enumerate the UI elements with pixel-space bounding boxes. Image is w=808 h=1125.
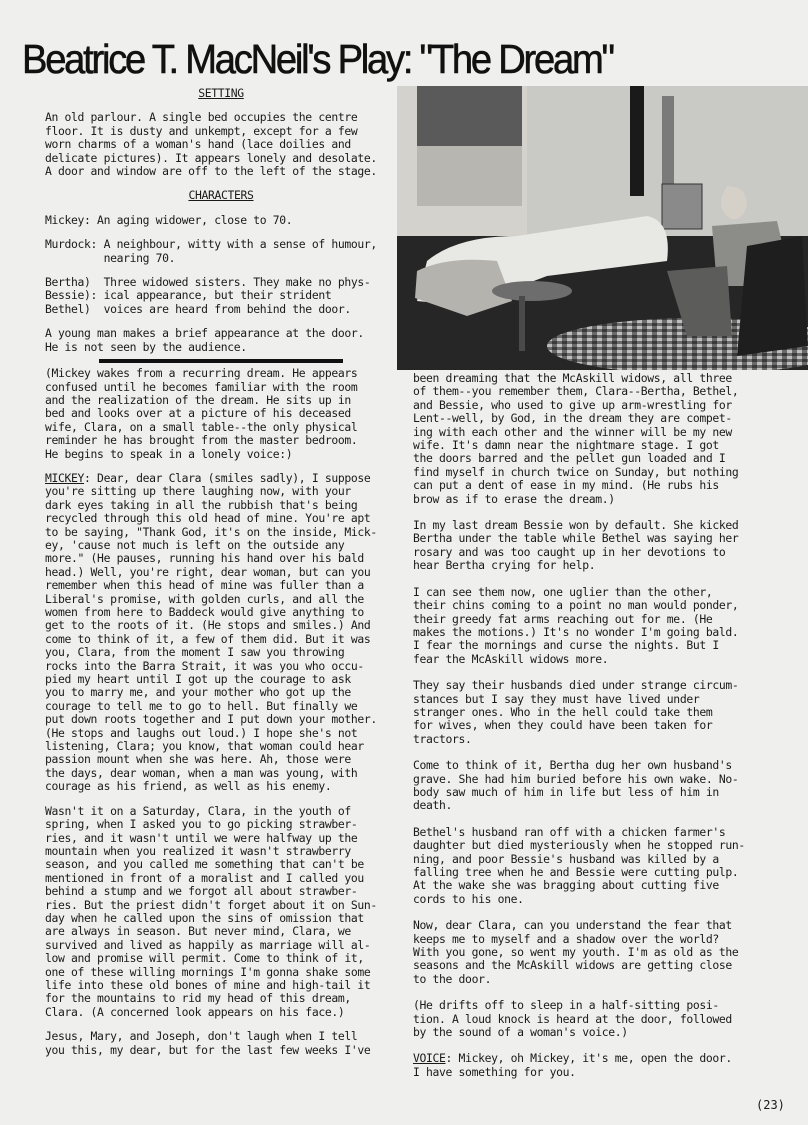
mickey-speech [45, 472, 397, 794]
stage-direction-opening: (Mickey wakes from a recurring dream. He appears confused until he becomes familiar with the room and the realization of the dream. He sits up in bed and looks over at a picture of his deceased wife, Clara, on a small table--the only physical reminder he has brought from the master bedroom. He begins to speak in a lonely voice:) [45, 366, 358, 461]
paragraph-bertha: Come to think of it, Bertha dug her own husband's grave. She had him buried before his own wake. No- body saw much of him in life but less of him in death. [413, 758, 739, 813]
paragraph-dreaming: been dreaming that the McAskill widows, all three of them--you remember them, Clara--Bertha, Bethel, and Bessie, who used to give up arm-wrestling for Lent--well, by God, in the dream they are compet- ing with each other and the winner will be my new wife. It's damn near the nightmare stage. I got the doors barred and the pellet gun loaded and I find myself in church twice on Sunday, but nothing can put a dent of ease in my mind. (He rubs his brow as if to erase the dream.) [413, 371, 739, 506]
article-title: Beatrice T. MacNeil's Play: "The Dream" [22, 36, 613, 82]
right-column [413, 372, 803, 1079]
paragraph-saturday: Wasn't it on a Saturday, Clara, in the youth of spring, when I asked you to go picking strawber- ries, and it wasn't until we were halfway up the mountain when you realized it wasn't strawberry season, and you called me something that can't be mentioned in front of a moralist and I called you behind a stump and we forgot all about strawber- ries. But the priest didn't forget about it on Sun- day when he called upon the sins of omission that are always in season. But never mind, Clara, we survived and lived as happily as marriage will al- low and promise will permit. Come to think of it, one of these willing mornings I'm gonna shake some life into these old bones of mine and high-tail it for the mountains to rid my head of this dream, Clara. (A concerned look appears on his face.) [45, 803, 377, 1019]
voice-line-text: : Mickey, oh Mickey, it's me, open the door. I have something for you. [413, 1051, 732, 1079]
paragraph-husbands: They say their husbands died under strange circum- stances but I say they must have lived under stranger ones. Who in the hell could take them for wives, when they could have been taken for tractors. [413, 678, 739, 746]
stage-photo-image [397, 86, 808, 370]
section-divider-rule [99, 359, 343, 363]
page-number: (23) [756, 1098, 785, 1112]
speaker-mickey: MICKEY [45, 470, 85, 485]
left-column [45, 87, 397, 1057]
paragraph-jesus: Jesus, Mary, and Joseph, don't laugh when I tell you this, my dear, but for the last few weeks I've [45, 1029, 371, 1057]
paragraph-see-them: I can see them now, one uglier than the other, their chins coming to a point no man would ponder, their greedy fat arms reaching out for me. (He makes the motions.) It's no wonder I'm going bald. I fear the mornings and curse the nights. But I fear the McAskill widows more. [413, 584, 739, 666]
stage-photo [397, 86, 808, 370]
voice-line [413, 1052, 803, 1079]
stage-direction-knock: (He drifts off to sleep in a half-sitting posi- tion. A loud knock is heard at the door, followed by the sound of a woman's voice.) [413, 998, 732, 1040]
character-sisters: Bertha) Three widowed sisters. They make no phys- Bessie): ical appearance, but their strident Bethel) voices are heard from behind the door. [45, 275, 371, 316]
speaker-voice: VOICE [413, 1051, 446, 1066]
character-young-man: A young man makes a brief appearance at the door. He is not seen by the audience. [45, 326, 364, 354]
paragraph-last-dream: In my last dream Bessie won by default. She kicked Bertha under the table while Bethel was saying her rosary and was too caught up in her devotions to hear Bertha crying for help. [413, 518, 739, 573]
paragraph-bethel: Bethel's husband ran off with a chicken farmer's daughter but died mysteriously when he stopped run- ning, and poor Bessie's husband was killed by a falling tree when he and Bessie were cutting pulp. At the wake she was bragging about cutting five cords to his one. [413, 824, 745, 906]
characters-heading: CHARACTERS [188, 188, 254, 203]
mickey-speech-text: : Dear, dear Clara (smiles sadly), I suppose you're sitting up there laughing now, with your dark eyes taking in all the rubbish that's being recycled through this old head of mine. You're apt to be saying, "Thank God, it's on the inside, Mick- ey, 'cause not much is left on the outside any more." (He pauses, running his hand over his bald head.) Well, you're right, dear woman, but can you remember when this head of mine was fuller than a Liberal's promise, with golden curls, and all the women from here to Baddeck would give anything to get to the roots of it. (He stops and smiles.) And come to think of it, a few of them did. But it was you, Clara, from the moment I saw you throwing rocks into the Barra Strait, it was you who occu- pied my heart until I got up the courage to ask you to marry me, and your mother who got up the courage to tell me to go to hell. But finally we put down roots together and I put down your mother. (He stops and laughs out loud.) I hope she's not listening, Clara; you know, that woman could hear passion mount when she was here. Ah, those were the days, dear woman, when a man was young, with courage as his friend, as well as his enemy. [45, 470, 377, 794]
setting-heading: SETTING [198, 86, 244, 100]
setting-text: An old parlour. A single bed occupies the centre floor. It is dusty and unkempt, except for a few worn charms of a woman's hand (lace doilies and delicate pictures). It appears lonely and desolate. A door and window are off to the left of the stage. [45, 110, 377, 179]
paragraph-now: Now, dear Clara, can you understand the fear that keeps me to myself and a shadow over the world? With you gone, so went my youth. I'm as old as the seasons and the McAskill widows are getting close to the door. [413, 918, 739, 986]
character-mickey: Mickey: An aging widower, close to 70. [45, 212, 293, 227]
character-murdock: Murdock: A neighbour, witty with a sense of humour, nearing 70. [45, 237, 377, 265]
